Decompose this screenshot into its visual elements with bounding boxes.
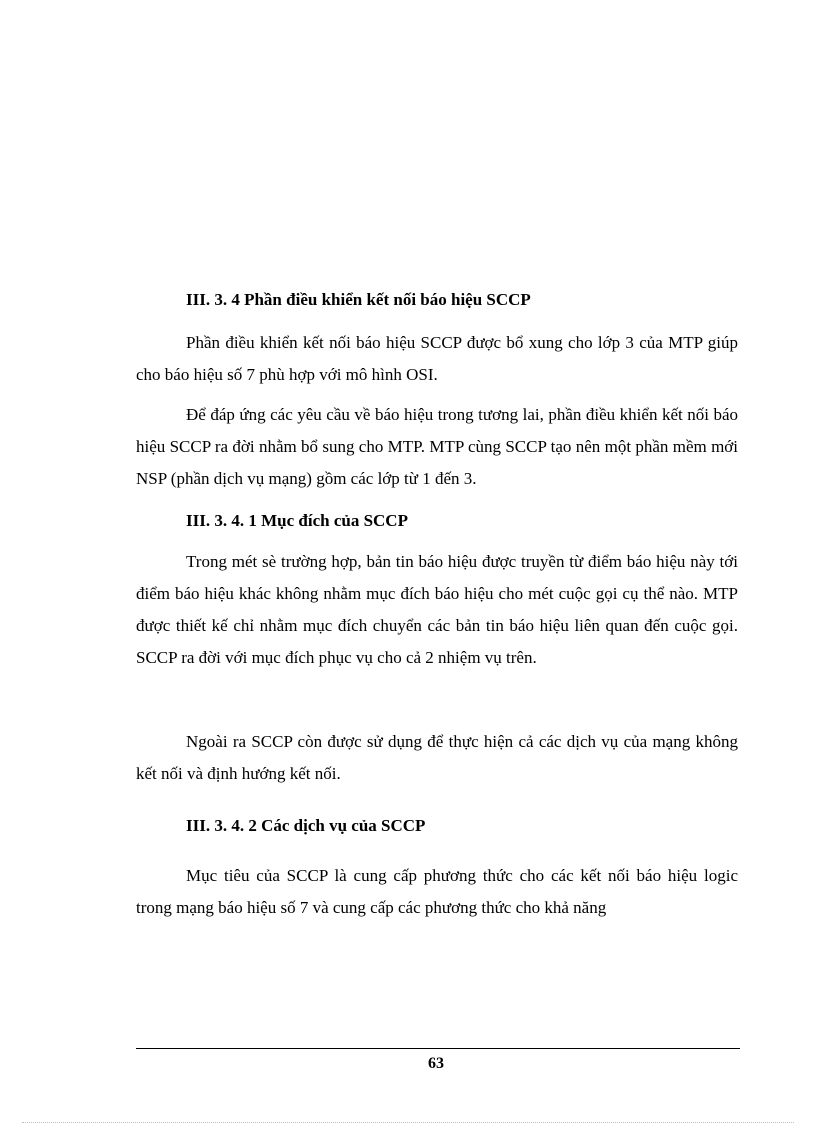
- section-heading-3-3-4-1: III. 3. 4. 1 Mục đích của SCCP: [186, 511, 408, 530]
- paragraph-3-3-4-nsp: Để đáp ứng các yêu cầu về báo hiệu trong tương lai, phần điều khiển kết nối báo hiệu SCCP ra đời nhằm bổ sung cho MTP. MTP cùng SCCP tạo nên một phần mềm mới NSP (phần dịch vụ mạng) gồm các lớp từ 1 đến 3.: [136, 405, 738, 488]
- paragraph-3-3-4-intro: Phần điều khiển kết nối báo hiệu SCCP được bổ xung cho lớp 3 của MTP giúp cho báo hiệu số 7 phù hợp với mô hình OSI.: [136, 333, 738, 384]
- section-heading-3-3-4-2: III. 3. 4. 2 Các dịch vụ của SCCP: [186, 816, 426, 835]
- section-heading-3-3-4: III. 3. 4 Phần điều khiển kết nối báo hiệu SCCP: [186, 290, 531, 309]
- footer-divider: [136, 1048, 740, 1049]
- paragraph-3-3-4-1-connectionless: Ngoài ra SCCP còn được sử dụng để thực hiện cả các dịch vụ của mạng không kết nối và định hướng kết nối.: [136, 732, 738, 783]
- page-number: 63: [428, 1055, 444, 1072]
- paragraph-3-3-4-2-services: Mục tiêu của SCCP là cung cấp phương thức cho các kết nối báo hiệu logic trong mạng báo hiệu số 7 và cung cấp các phương thức cho khả năng: [136, 866, 738, 917]
- paragraph-3-3-4-1-purpose: Trong mét sè trường hợp, bản tin báo hiệu được truyền từ điểm báo hiệu này tới điểm báo hiệu khác không nhằm mục đích báo hiệu cho mét cuộc gọi cụ thể nào. MTP được thiết kế chỉ nhằm mục đích chuyển các bản tin báo hiệu liên quan đến cuộc gọi. SCCP ra đời với mục đích phục vụ cho cả 2 nhiệm vụ trên.: [136, 552, 738, 667]
